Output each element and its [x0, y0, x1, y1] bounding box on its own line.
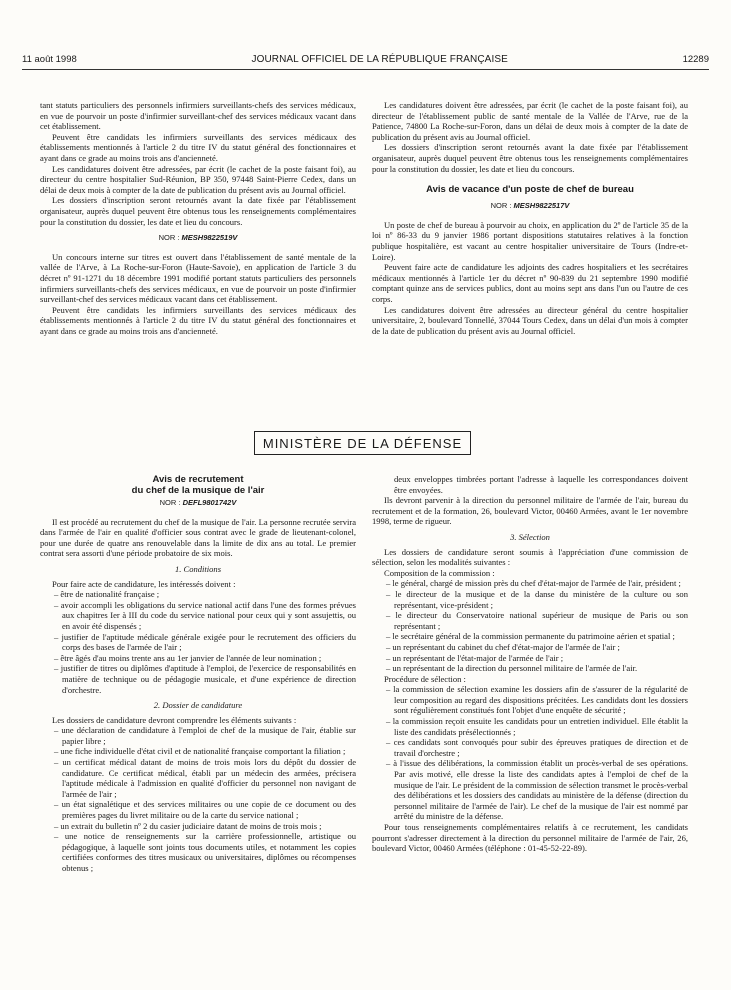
section-heading: 2. Dossier de candidature [153, 700, 243, 711]
paragraph: Peuvent être candidats les infirmiers surveillants des services médicaux des établissements mentionnés à l'article 2 du titre IV du statut général des fonctionnaires et ayant dans ce grade au moins trois ans d'ancienneté. [40, 304, 356, 336]
paragraph: Ils devront parvenir à la direction du personnel militaire de l'armée de l'air, bureau du recrutement et de la formation, 26, boulevard Victor, 00460 Armées, avant le 1er novembre 1998, terme de rigueur. [372, 495, 688, 527]
nor-reference [372, 201, 688, 212]
list-item: – une déclaration de candidature à l'emploi de chef de la musique de l'air, établie sur papier libre ; [40, 725, 356, 746]
journal-title: JOURNAL OFFICIEL DE LA RÉPUBLIQUE FRANÇAISE [251, 53, 508, 65]
nor-label: NOR : [159, 498, 181, 507]
list-item: – un extrait du bulletin nº 2 du casier judiciaire datant de moins de trois mois ; [40, 821, 356, 832]
list-item: – le secrétaire général de la commission permanente du patrimoine aérien et spatial ; [372, 631, 688, 642]
nor-reference [40, 498, 356, 509]
paragraph: Les dossiers de candidature devront comprendre les éléments suivants : [52, 714, 297, 725]
column-3 [40, 474, 356, 874]
list-item: – le général, chargé de mission près du chef d'état-major de l'armée de l'air, président ; [372, 578, 688, 589]
list-item: – être âgés d'au moins trente ans au 1er janvier de l'année de leur nomination ; [40, 653, 356, 664]
nor-code: DEFL9801742V [182, 498, 237, 507]
paragraph: Les dossiers d'inscription seront retournés avant la date fixée par l'établissement organisateur, auprès duquel peuvent être obtenus tous les renseignements complémentaires pour la constitution du dossier, les date et lieu du concours. [40, 195, 356, 227]
nor-code: MESH9822517V [513, 201, 570, 211]
list-item: – le directeur de la musique et de la danse du ministère de la culture ou son représentant, vice-président ; [372, 589, 688, 610]
page-number: 12289 [682, 53, 709, 65]
list-item: – avoir accompli les obligations du service national actif dans l'une des formes prévues aux chapitres Ier à III du code du service national pour ceux qui y sont assujettis, ou en avoir été dispensés ; [40, 600, 356, 632]
header-rule [22, 69, 709, 70]
paragraph: deux enveloppes timbrées portant l'adresse à laquelle les correspondances doivent être envoyées. [394, 474, 688, 495]
dossier-list [40, 725, 356, 873]
nor-label: NOR : [490, 201, 512, 211]
list-item: – un représentant de l'état-major de l'armée de l'air ; [372, 653, 688, 664]
page-header [22, 52, 709, 66]
paragraph: Les candidatures doivent être adressées, par écrit (le cachet de la poste faisant foi), au directeur du centre hospitalier Sud-Réunion, BP 350, 97448 Saint-Pierre Cedex, dans un délai de deux mois à compter de la date de publication du présent avis au Journal officiel. [40, 163, 356, 195]
paragraph: Les dossiers d'inscription seront retournés avant la date fixée par l'établissement organisateur, auprès duquel peuvent être obtenus tous les renseignements complémentaires pour la constitution du dossier, les date et lieu du concours. [372, 142, 688, 174]
paragraph: Pour faire acte de candidature, les intéressés doivent : [52, 578, 236, 589]
column-2 [372, 100, 688, 336]
subheading: Procédure de sélection : [384, 673, 466, 684]
list-item: – une notice de renseignements sur la carrière professionnelle, artistique ou pédagogique, à laquelle sont joints tous documents utiles, et notamment les copies certifiées conformes des titres musicaux ou universitaires, diplômes ou récompenses obtenus ; [40, 831, 356, 873]
paragraph: Peuvent être candidats les infirmiers surveillants des services médicaux des établissements mentionnés à l'article 2 du titre IV du statut général des fonctionnaires et ayant dans ce grade au moins trois ans d'ancienneté. [40, 131, 356, 163]
nor-label: NOR : [158, 233, 180, 243]
paragraph: Peuvent faire acte de candidature les adjoints des cadres hospitaliers et les secrétaires médicaux mentionnés à l'article 1er du décret nº 90-839 du 21 septembre 1990 modifié comptant quinze ans de services publics, dont au moins sept ans dans l'un ou l'autre de ces corps. [372, 262, 688, 304]
commission-list [372, 578, 688, 673]
list-item: – la commission de sélection examine les dossiers afin de s'assurer de la régularité de leur composition au regard des dispositions précitées. Les candidats dont les dossiers sont régulièrement constitués font l'objet d'une enquête de sécurité ; [372, 684, 688, 716]
list-item: – un état signalétique et des services militaires ou une copie de ce document ou des premières pages du livret militaire ou de la carte du service national ; [40, 799, 356, 820]
nor-code: MESH9822519V [181, 233, 238, 243]
section-title: Avis de vacance d'un poste de chef de bureau [426, 184, 634, 196]
paragraph: Un concours interne sur titres est ouvert dans l'établissement de santé mentale de la vallée de l'Arve, à La Roche-sur-Foron (Haute-Savoie), en application de l'article 3 du décret nº 91-1271 du 18 décembre 1991 modifié portant statuts particuliers des personnels infirmiers surveillants-chefs des services médicaux, en vue de pourvoir un poste d'infirmier surveillant-chef des services médicaux vacant dans cet établissement. [40, 251, 356, 305]
list-item: – un représentant du cabinet du chef d'état-major de l'armée de l'air ; [372, 642, 688, 653]
procedure-list [372, 684, 688, 822]
list-item: – le directeur du Conservatoire national supérieur de musique de Paris ou son représentant ; [372, 610, 688, 631]
header-date: 11 août 1998 [22, 53, 77, 65]
paragraph: Il est procédé au recrutement du chef de la musique de l'air. La personne recrutée servira dans l'armée de l'air en qualité d'officier sous contrat avec le grade de lieutenant-colonel, pour une durée de quatre ans renouvelable dans la limite de dix ans au total. Le premier contrat sera assorti d'une période probatoire de six mois. [40, 516, 356, 559]
notice-subtitle: du chef de la musique de l'air [131, 485, 265, 496]
ministry-heading: MINISTÈRE DE LA DÉFENSE [254, 431, 471, 455]
list-item: – justifier de l'aptitude médicale générale exigée pour le recrutement des officiers du corps des bases de l'armée de l'air ; [40, 632, 356, 653]
paragraph: Les candidatures doivent être adressées au directeur général du centre hospitalier universitaire, 2, boulevard Tonnellé, 37044 Tours Cedex, dans un délai d'un mois à compter de la date de publication du présent avis au Journal officiel. [372, 304, 688, 336]
column-4 [372, 474, 688, 854]
notice-title: Avis de recrutement [152, 474, 244, 485]
section-heading: 1. Conditions [174, 563, 222, 574]
list-item: – ces candidats sont convoqués pour subir des épreuves pratiques de direction et de travail d'orchestre ; [372, 737, 688, 758]
conditions-list [40, 589, 356, 695]
nor-reference [40, 233, 356, 244]
subheading: Composition de la commission : [384, 567, 495, 578]
list-item: – un représentant de la direction du personnel militaire de l'armée de l'air. [372, 663, 688, 674]
list-item: – la commission reçoit ensuite les candidats pour un entretien individuel. Elle établit la liste des candidats présélectionnés ; [372, 716, 688, 737]
paragraph: Pour tous renseignements complémentaires relatifs à ce recrutement, les candidats pourront s'adresser directement à la direction du personnel militaire de l'armée de l'air, 26, boulevard Victor, 00460 Armées (téléphone : 01-45-52-22-89). [372, 822, 688, 854]
list-item: – être de nationalité française ; [40, 589, 356, 600]
paragraph: tant statuts particuliers des personnels infirmiers surveillants-chefs des services médicaux, en vue de pourvoir un poste d'infirmier surveillant-chef des services médicaux vacant dans cet établissement. [40, 100, 356, 132]
paragraph: Les candidatures doivent être adressées, par écrit (le cachet de la poste faisant foi), au directeur de l'établissement public de santé mentale de la Vallée de l'Arve, rue de la Patience, 74800 La Roche-sur-Foron, dans un délai de deux mois à compter de la date de publication du présent avis au Journal officiel. [372, 100, 688, 142]
list-item: – justifier de titres ou diplômes d'aptitude à l'emploi, de l'exercice de responsabilités en matière de technique ou de pédagogie musicale, et d'une expérience de direction d'orchestre. [40, 663, 356, 695]
list-item: – une fiche individuelle d'état civil et de nationalité française comportant la filiation ; [40, 746, 356, 757]
column-1 [40, 100, 356, 336]
paragraph: Un poste de chef de bureau à pourvoir au choix, en application du 2º de l'article 35 de la loi nº 86-33 du 9 janvier 1986 portant dispositions statutaires relatives à la fonction publique hospitalière, est vacant au centre hospitalier universitaire de Tours (Indre-et-Loire). [372, 219, 688, 262]
list-item: – un certificat médical datant de moins de trois mois lors du dépôt du dossier de candidature. Ce certificat médical, établi par un médecin des armées, précisera l'aptitude médicale à l'admission en qualité d'officier du personnel non navigant de l'armée de l'air ; [40, 757, 356, 799]
paragraph: Les dossiers de candidature seront soumis à l'appréciation d'une commission de sélection, selon les modalités suivantes : [372, 546, 688, 568]
list-item: – à l'issue des délibérations, la commission établit un procès-verbal de ses opérations. Par avis motivé, elle dresse la liste des candidats aptes à l'emploi de chef de la musique de l'air. Le président de la commission de sélection transmet le procès-verbal des délibérations et les dossiers des candidats au ministère de la défense (direction du personnel militaire de l'armée de l'air). Le chef de la musique de l'air est nommé par arrêté du ministre de la défense. [372, 758, 688, 822]
section-heading: 3. Sélection [510, 531, 550, 542]
